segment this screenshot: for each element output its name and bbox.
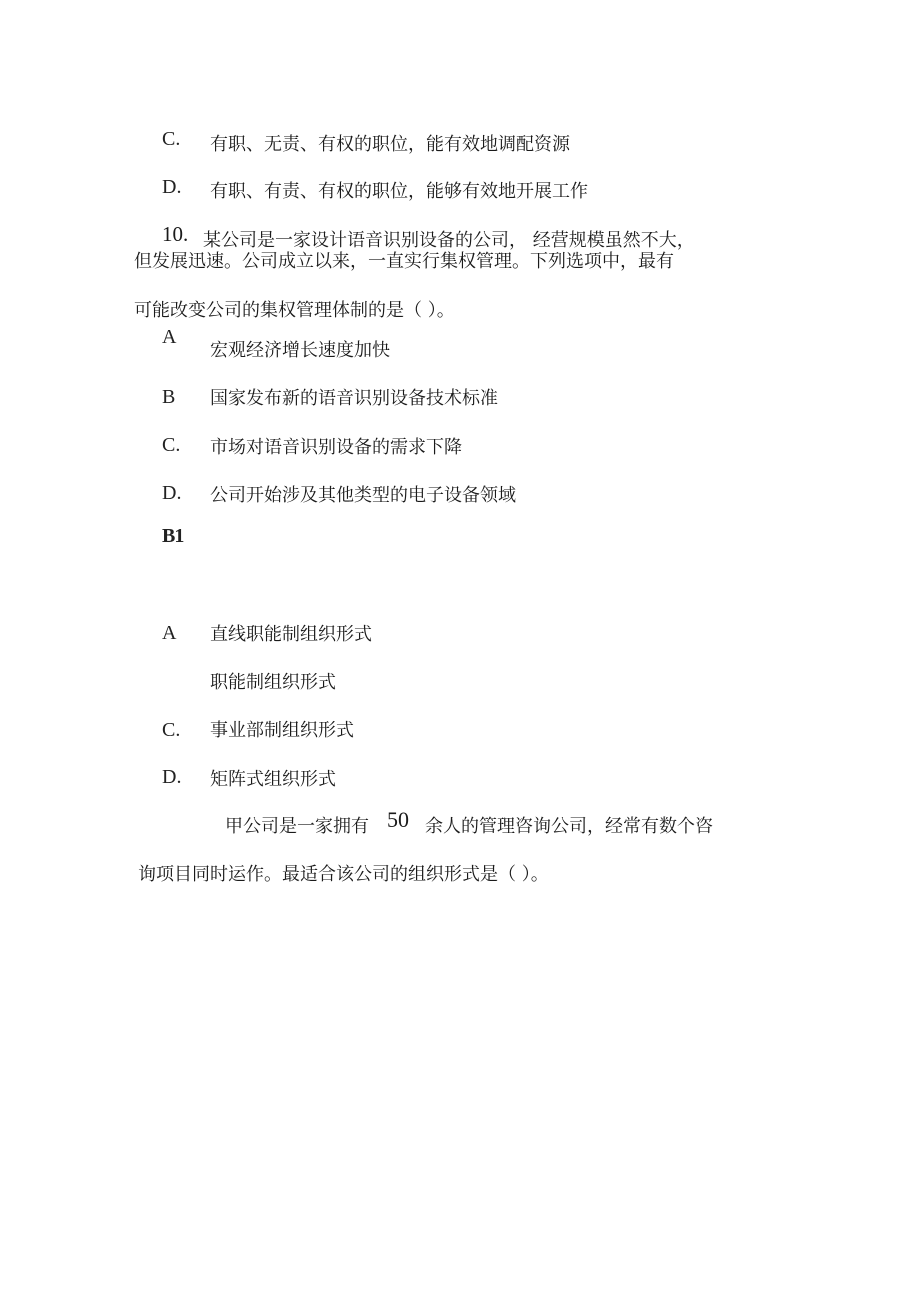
- option-text: 事业部制组织形式: [210, 720, 354, 741]
- option-letter: A: [162, 622, 177, 644]
- question-stem-line: 某公司是一家设计语音识别设备的公司， 经营规模虽然不大，: [203, 230, 695, 251]
- option-text: 宏观经济增长速度加快: [210, 340, 390, 361]
- option-text: 市场对语音识别设备的需求下降: [210, 437, 462, 458]
- option-letter: B: [162, 386, 176, 408]
- option-text: 直线职能制组织形式: [210, 624, 372, 645]
- option-text: 矩阵式组织形式: [210, 769, 336, 790]
- option-text: 有职、有责、有权的职位，能够有效地开展工作: [210, 181, 588, 202]
- question-stem-part: 余人的管理咨询公司，经常有数个咨: [425, 816, 713, 837]
- option-letter: C.: [162, 434, 181, 456]
- question-number: 10.: [162, 222, 189, 246]
- option-letter: C.: [162, 128, 181, 150]
- option-text: 国家发布新的语音识别设备技术标准: [210, 388, 498, 409]
- option-text: 有职、无责、有权的职位，能有效地调配资源: [210, 134, 570, 155]
- option-letter: D.: [162, 176, 182, 198]
- option-letter: D.: [162, 482, 182, 504]
- question-stem-line: 询项目同时运作。最适合该公司的组织形式是（ ）。: [138, 864, 549, 885]
- question-stem-line: 但发展迅速。公司成立以来，一直实行集权管理。下列选项中，最有: [134, 251, 674, 272]
- option-letter: D.: [162, 766, 182, 788]
- option-letter: A: [162, 326, 177, 348]
- question-stem-line: 可能改变公司的集权管理体制的是（ ）。: [134, 300, 455, 321]
- option-text: 职能制组织形式: [210, 672, 336, 693]
- question-stem-number: 50: [387, 807, 409, 832]
- option-letter: C.: [162, 719, 181, 741]
- section-label: B1: [162, 525, 184, 547]
- option-text: 公司开始涉及其他类型的电子设备领域: [210, 485, 516, 506]
- question-stem-part: 甲公司是一家拥有: [225, 816, 369, 837]
